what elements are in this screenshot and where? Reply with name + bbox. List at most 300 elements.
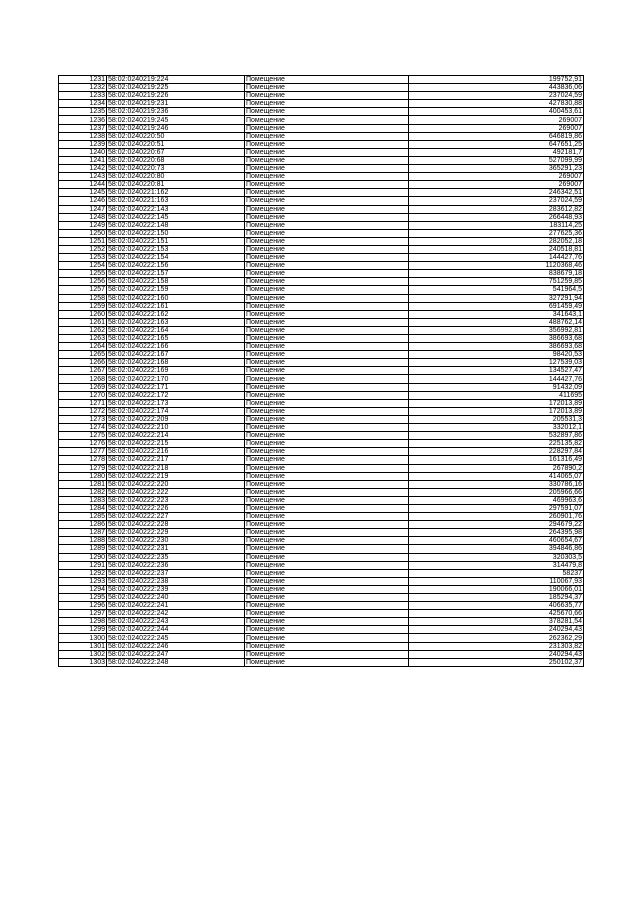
table-row: [59, 237, 584, 245]
object-type-cell: Помещение: [245, 496, 409, 504]
table-row: [59, 189, 584, 197]
object-type-cell: Помещение: [245, 140, 409, 148]
object-type-cell: Помещение: [245, 197, 409, 205]
table-row: [59, 545, 584, 553]
cadastral-value-cell: 237024,59: [409, 92, 584, 100]
table-row: [59, 140, 584, 148]
cadastral-number-cell: 58:02:0240219:231: [107, 100, 245, 108]
object-type-cell: Помещение: [245, 456, 409, 464]
object-type-cell: Помещение: [245, 181, 409, 189]
row-number-cell: 1231: [59, 76, 107, 84]
cadastral-value-cell: 228297,84: [409, 448, 584, 456]
cadastral-number-cell: 58:02:0240222:217: [107, 456, 245, 464]
table-row: [59, 254, 584, 262]
table-row: [59, 229, 584, 237]
cadastral-number-cell: 58:02:0240222:243: [107, 618, 245, 626]
cadastral-value-cell: 386693,68: [409, 335, 584, 343]
object-type-cell: Помещение: [245, 407, 409, 415]
cadastral-value-cell: 262362,29: [409, 634, 584, 642]
object-type-cell: Помещение: [245, 618, 409, 626]
table-row: [59, 529, 584, 537]
table-row: [59, 594, 584, 602]
row-number-cell: 1279: [59, 464, 107, 472]
row-number-cell: 1240: [59, 148, 107, 156]
row-number-cell: 1254: [59, 262, 107, 270]
cadastral-number-cell: 58:02:0240222:219: [107, 472, 245, 480]
row-number-cell: 1263: [59, 335, 107, 343]
object-type-cell: Помещение: [245, 399, 409, 407]
cadastral-value-cell: 144427,76: [409, 254, 584, 262]
cadastral-number-cell: 58:02:0240222:169: [107, 367, 245, 375]
object-type-cell: Помещение: [245, 92, 409, 100]
cadastral-value-table: [58, 75, 584, 667]
object-type-cell: Помещение: [245, 472, 409, 480]
object-type-cell: Помещение: [245, 521, 409, 529]
table-row: [59, 642, 584, 650]
object-type-cell: Помещение: [245, 213, 409, 221]
cadastral-value-cell: 267890,2: [409, 464, 584, 472]
cadastral-number-cell: 58:02:0240222:218: [107, 464, 245, 472]
object-type-cell: Помещение: [245, 513, 409, 521]
table-row: [59, 294, 584, 302]
cadastral-number-cell: 58:02:0240222:222: [107, 488, 245, 496]
cadastral-value-cell: 172013,89: [409, 399, 584, 407]
cadastral-value-cell: 277625,36: [409, 229, 584, 237]
cadastral-value-cell: 330786,16: [409, 480, 584, 488]
cadastral-value-cell: 91432,09: [409, 383, 584, 391]
cadastral-number-cell: 58:02:0240222:159: [107, 286, 245, 294]
cadastral-number-cell: 58:02:0240222:161: [107, 302, 245, 310]
object-type-cell: Помещение: [245, 383, 409, 391]
cadastral-number-cell: 58:02:0240220:80: [107, 173, 245, 181]
row-number-cell: 1294: [59, 585, 107, 593]
table-row: [59, 181, 584, 189]
cadastral-value-cell: 492181,7: [409, 148, 584, 156]
table-row: [59, 343, 584, 351]
row-number-cell: 1303: [59, 658, 107, 666]
object-type-cell: Помещение: [245, 553, 409, 561]
row-number-cell: 1243: [59, 173, 107, 181]
table-row: [59, 504, 584, 512]
object-type-cell: Помещение: [245, 286, 409, 294]
object-type-cell: Помещение: [245, 432, 409, 440]
cadastral-number-cell: 58:02:0240222:170: [107, 375, 245, 383]
cadastral-value-cell: 294679,22: [409, 521, 584, 529]
row-number-cell: 1267: [59, 367, 107, 375]
cadastral-number-cell: 58:02:0240222:240: [107, 594, 245, 602]
object-type-cell: Помещение: [245, 229, 409, 237]
cadastral-number-cell: 58:02:0240222:168: [107, 359, 245, 367]
cadastral-number-cell: 58:02:0240222:246: [107, 642, 245, 650]
row-number-cell: 1236: [59, 116, 107, 124]
row-number-cell: 1278: [59, 456, 107, 464]
table-row: [59, 351, 584, 359]
table-row: [59, 448, 584, 456]
object-type-cell: Помещение: [245, 254, 409, 262]
table-row: [59, 116, 584, 124]
object-type-cell: Помещение: [245, 375, 409, 383]
cadastral-number-cell: 58:02:0240222:235: [107, 553, 245, 561]
row-number-cell: 1288: [59, 537, 107, 545]
cadastral-value-cell: 205531,3: [409, 415, 584, 423]
table-row: [59, 205, 584, 213]
table-row: [59, 124, 584, 132]
cadastral-value-cell: 183114,25: [409, 221, 584, 229]
cadastral-value-cell: 282052,18: [409, 237, 584, 245]
cadastral-number-cell: 58:02:0240222:163: [107, 318, 245, 326]
table-row: [59, 577, 584, 585]
cadastral-number-cell: 58:02:0240222:164: [107, 326, 245, 334]
cadastral-value-cell: 240294,43: [409, 626, 584, 634]
cadastral-number-cell: 58:02:0240219:246: [107, 124, 245, 132]
row-number-cell: 1268: [59, 375, 107, 383]
cadastral-value-cell: 406635,77: [409, 602, 584, 610]
object-type-cell: Помещение: [245, 116, 409, 124]
object-type-cell: Помещение: [245, 424, 409, 432]
cadastral-number-cell: 58:02:0240222:215: [107, 440, 245, 448]
object-type-cell: Помещение: [245, 335, 409, 343]
cadastral-number-cell: 58:02:0240222:165: [107, 335, 245, 343]
object-type-cell: Помещение: [245, 237, 409, 245]
cadastral-number-cell: 58:02:0240222:244: [107, 626, 245, 634]
cadastral-value-cell: 691459,49: [409, 302, 584, 310]
object-type-cell: Помещение: [245, 569, 409, 577]
cadastral-value-cell: 341643,1: [409, 310, 584, 318]
cadastral-number-cell: 58:02:0240220:50: [107, 132, 245, 140]
cadastral-number-cell: 58:02:0240221:162: [107, 189, 245, 197]
row-number-cell: 1247: [59, 205, 107, 213]
object-type-cell: Помещение: [245, 488, 409, 496]
cadastral-value-cell: 264395,98: [409, 529, 584, 537]
object-type-cell: Помещение: [245, 318, 409, 326]
cadastral-value-cell: 1120368,46: [409, 262, 584, 270]
table-row: [59, 221, 584, 229]
cadastral-number-cell: 58:02:0240222:158: [107, 278, 245, 286]
object-type-cell: Помещение: [245, 221, 409, 229]
row-number-cell: 1249: [59, 221, 107, 229]
cadastral-number-cell: 58:02:0240220:68: [107, 156, 245, 164]
table-row: [59, 440, 584, 448]
cadastral-number-cell: 58:02:0240222:151: [107, 237, 245, 245]
cadastral-number-cell: 58:02:0240222:162: [107, 310, 245, 318]
table-row: [59, 496, 584, 504]
table-row: [59, 391, 584, 399]
cadastral-number-cell: 58:02:0240222:245: [107, 634, 245, 642]
object-type-cell: Помещение: [245, 245, 409, 253]
cadastral-value-cell: 269007: [409, 181, 584, 189]
table-row: [59, 407, 584, 415]
row-number-cell: 1301: [59, 642, 107, 650]
cadastral-number-cell: 58:02:0240222:167: [107, 351, 245, 359]
row-number-cell: 1232: [59, 84, 107, 92]
row-number-cell: 1292: [59, 569, 107, 577]
cadastral-number-cell: 58:02:0240222:239: [107, 585, 245, 593]
cadastral-value-cell: 127539,03: [409, 359, 584, 367]
row-number-cell: 1293: [59, 577, 107, 585]
row-number-cell: 1302: [59, 650, 107, 658]
cadastral-value-cell: 98420,53: [409, 351, 584, 359]
table-row: [59, 658, 584, 666]
table-row: [59, 92, 584, 100]
cadastral-value-cell: 172013,89: [409, 407, 584, 415]
cadastral-number-cell: 58:02:0240221:163: [107, 197, 245, 205]
row-number-cell: 1261: [59, 318, 107, 326]
object-type-cell: Помещение: [245, 310, 409, 318]
table-row: [59, 650, 584, 658]
cadastral-value-cell: 527099,99: [409, 156, 584, 164]
row-number-cell: 1299: [59, 626, 107, 634]
cadastral-value-cell: 394846,86: [409, 545, 584, 553]
table-row: [59, 245, 584, 253]
cadastral-value-cell: 469963,6: [409, 496, 584, 504]
table-row: [59, 367, 584, 375]
table-row: [59, 108, 584, 116]
cadastral-value-cell: 365291,23: [409, 165, 584, 173]
table-row: [59, 480, 584, 488]
table-row: [59, 318, 584, 326]
object-type-cell: Помещение: [245, 156, 409, 164]
cadastral-value-cell: 205966,66: [409, 488, 584, 496]
table-row: [59, 513, 584, 521]
table-row: [59, 197, 584, 205]
cadastral-value-cell: 246342,51: [409, 189, 584, 197]
cadastral-number-cell: 58:02:0240222:160: [107, 294, 245, 302]
table-row: [59, 585, 584, 593]
cadastral-number-cell: 58:02:0240222:230: [107, 537, 245, 545]
row-number-cell: 1295: [59, 594, 107, 602]
cadastral-number-cell: 58:02:0240222:153: [107, 245, 245, 253]
row-number-cell: 1280: [59, 472, 107, 480]
cadastral-number-cell: 58:02:0240222:247: [107, 650, 245, 658]
table-row: [59, 399, 584, 407]
cadastral-number-cell: 58:02:0240222:154: [107, 254, 245, 262]
cadastral-value-cell: 231303,82: [409, 642, 584, 650]
object-type-cell: Помещение: [245, 343, 409, 351]
cadastral-number-cell: 58:02:0240222:231: [107, 545, 245, 553]
cadastral-value-cell: 190066,01: [409, 585, 584, 593]
object-type-cell: Помещение: [245, 504, 409, 512]
cadastral-value-cell: 443836,06: [409, 84, 584, 92]
row-number-cell: 1289: [59, 545, 107, 553]
cadastral-number-cell: 58:02:0240222:145: [107, 213, 245, 221]
cadastral-number-cell: 58:02:0240220:67: [107, 148, 245, 156]
row-number-cell: 1300: [59, 634, 107, 642]
row-number-cell: 1285: [59, 513, 107, 521]
cadastral-number-cell: 58:02:0240222:172: [107, 391, 245, 399]
cadastral-value-cell: 488762,14: [409, 318, 584, 326]
object-type-cell: Помещение: [245, 270, 409, 278]
cadastral-number-cell: 58:02:0240222:216: [107, 448, 245, 456]
object-type-cell: Помещение: [245, 359, 409, 367]
table-row: [59, 335, 584, 343]
table-row: [59, 602, 584, 610]
row-number-cell: 1291: [59, 561, 107, 569]
table-row: [59, 262, 584, 270]
cadastral-number-cell: 58:02:0240222:209: [107, 415, 245, 423]
table-row: [59, 278, 584, 286]
object-type-cell: Помещение: [245, 189, 409, 197]
table-row: [59, 537, 584, 545]
object-type-cell: Помещение: [245, 464, 409, 472]
cadastral-value-cell: 378281,54: [409, 618, 584, 626]
cadastral-value-cell: 332012,1: [409, 424, 584, 432]
cadastral-number-cell: 58:02:0240222:214: [107, 432, 245, 440]
table-row: [59, 156, 584, 164]
table-row: [59, 634, 584, 642]
object-type-cell: Помещение: [245, 165, 409, 173]
object-type-cell: Помещение: [245, 124, 409, 132]
object-type-cell: Помещение: [245, 602, 409, 610]
table-row: [59, 100, 584, 108]
object-type-cell: Помещение: [245, 440, 409, 448]
cadastral-number-cell: 58:02:0240222:227: [107, 513, 245, 521]
cadastral-number-cell: 58:02:0240222:242: [107, 610, 245, 618]
cadastral-value-cell: 269007: [409, 124, 584, 132]
table-row: [59, 521, 584, 529]
row-number-cell: 1271: [59, 399, 107, 407]
row-number-cell: 1298: [59, 618, 107, 626]
row-number-cell: 1252: [59, 245, 107, 253]
cadastral-value-cell: 532897,86: [409, 432, 584, 440]
table-row: [59, 561, 584, 569]
row-number-cell: 1258: [59, 294, 107, 302]
cadastral-number-cell: 58:02:0240220:51: [107, 140, 245, 148]
cadastral-value-cell: 237024,59: [409, 197, 584, 205]
row-number-cell: 1257: [59, 286, 107, 294]
cadastral-value-cell: 646819,86: [409, 132, 584, 140]
cadastral-value-cell: 327291,94: [409, 294, 584, 302]
row-number-cell: 1233: [59, 92, 107, 100]
cadastral-number-cell: 58:02:0240222:173: [107, 399, 245, 407]
cadastral-value-cell: 240294,43: [409, 650, 584, 658]
table-row: [59, 432, 584, 440]
object-type-cell: Помещение: [245, 650, 409, 658]
object-type-cell: Помещение: [245, 262, 409, 270]
cadastral-value-cell: 427830,88: [409, 100, 584, 108]
table-row: [59, 270, 584, 278]
row-number-cell: 1250: [59, 229, 107, 237]
table-row: [59, 464, 584, 472]
object-type-cell: Помещение: [245, 391, 409, 399]
object-type-cell: Помещение: [245, 626, 409, 634]
cadastral-number-cell: 58:02:0240219:225: [107, 84, 245, 92]
cadastral-value-cell: 541964,5: [409, 286, 584, 294]
table-row: [59, 326, 584, 334]
object-type-cell: Помещение: [245, 537, 409, 545]
table-row: [59, 569, 584, 577]
table-row: [59, 383, 584, 391]
cadastral-number-cell: 58:02:0240222:236: [107, 561, 245, 569]
table-row: [59, 132, 584, 140]
object-type-cell: Помещение: [245, 610, 409, 618]
table-row: [59, 173, 584, 181]
cadastral-number-cell: 58:02:0240222:156: [107, 262, 245, 270]
cadastral-value-cell: 260901,76: [409, 513, 584, 521]
cadastral-number-cell: 58:02:0240222:237: [107, 569, 245, 577]
cadastral-value-cell: 425670,66: [409, 610, 584, 618]
row-number-cell: 1265: [59, 351, 107, 359]
row-number-cell: 1286: [59, 521, 107, 529]
row-number-cell: 1276: [59, 440, 107, 448]
object-type-cell: Помещение: [245, 108, 409, 116]
object-type-cell: Помещение: [245, 351, 409, 359]
cadastral-value-cell: 386693,68: [409, 343, 584, 351]
cadastral-value-cell: 411695: [409, 391, 584, 399]
cadastral-value-cell: 320303,5: [409, 553, 584, 561]
row-number-cell: 1283: [59, 496, 107, 504]
cadastral-value-cell: 356992,81: [409, 326, 584, 334]
table-row: [59, 618, 584, 626]
row-number-cell: 1246: [59, 197, 107, 205]
row-number-cell: 1255: [59, 270, 107, 278]
row-number-cell: 1273: [59, 415, 107, 423]
row-number-cell: 1277: [59, 448, 107, 456]
object-type-cell: Помещение: [245, 173, 409, 181]
row-number-cell: 1274: [59, 424, 107, 432]
table-row: [59, 472, 584, 480]
cadastral-value-cell: 161316,49: [409, 456, 584, 464]
object-type-cell: Помещение: [245, 205, 409, 213]
object-type-cell: Помещение: [245, 326, 409, 334]
cadastral-value-cell: 185294,37: [409, 594, 584, 602]
row-number-cell: 1256: [59, 278, 107, 286]
object-type-cell: Помещение: [245, 278, 409, 286]
table-row: [59, 626, 584, 634]
row-number-cell: 1245: [59, 189, 107, 197]
cadastral-number-cell: 58:02:0240222:229: [107, 529, 245, 537]
table-row: [59, 148, 584, 156]
table-row: [59, 310, 584, 318]
cadastral-number-cell: 58:02:0240219:226: [107, 92, 245, 100]
cadastral-number-cell: 58:02:0240222:148: [107, 221, 245, 229]
cadastral-number-cell: 58:02:0240222:241: [107, 602, 245, 610]
table-row: [59, 84, 584, 92]
cadastral-number-cell: 58:02:0240222:238: [107, 577, 245, 585]
cadastral-number-cell: 58:02:0240220:81: [107, 181, 245, 189]
object-type-cell: Помещение: [245, 132, 409, 140]
object-type-cell: Помещение: [245, 545, 409, 553]
cadastral-number-cell: 58:02:0240222:223: [107, 496, 245, 504]
cadastral-value-cell: 751259,85: [409, 278, 584, 286]
cadastral-value-cell: 199752,91: [409, 76, 584, 84]
table-row: [59, 456, 584, 464]
row-number-cell: 1259: [59, 302, 107, 310]
cadastral-value-cell: 250102,37: [409, 658, 584, 666]
cadastral-value-cell: 225135,82: [409, 440, 584, 448]
row-number-cell: 1234: [59, 100, 107, 108]
cadastral-value-cell: 314479,8: [409, 561, 584, 569]
row-number-cell: 1244: [59, 181, 107, 189]
table-row: [59, 488, 584, 496]
row-number-cell: 1282: [59, 488, 107, 496]
cadastral-value-cell: 283612,82: [409, 205, 584, 213]
table-row: [59, 76, 584, 84]
object-type-cell: Помещение: [245, 448, 409, 456]
row-number-cell: 1260: [59, 310, 107, 318]
cadastral-value-cell: 269007: [409, 173, 584, 181]
row-number-cell: 1237: [59, 124, 107, 132]
cadastral-number-cell: 58:02:0240219:224: [107, 76, 245, 84]
cadastral-number-cell: 58:02:0240222:166: [107, 343, 245, 351]
cadastral-value-cell: 134527,47: [409, 367, 584, 375]
object-type-cell: Помещение: [245, 642, 409, 650]
row-number-cell: 1262: [59, 326, 107, 334]
object-type-cell: Помещение: [245, 480, 409, 488]
object-type-cell: Помещение: [245, 658, 409, 666]
object-type-cell: Помещение: [245, 415, 409, 423]
table-body: [59, 76, 584, 667]
row-number-cell: 1266: [59, 359, 107, 367]
